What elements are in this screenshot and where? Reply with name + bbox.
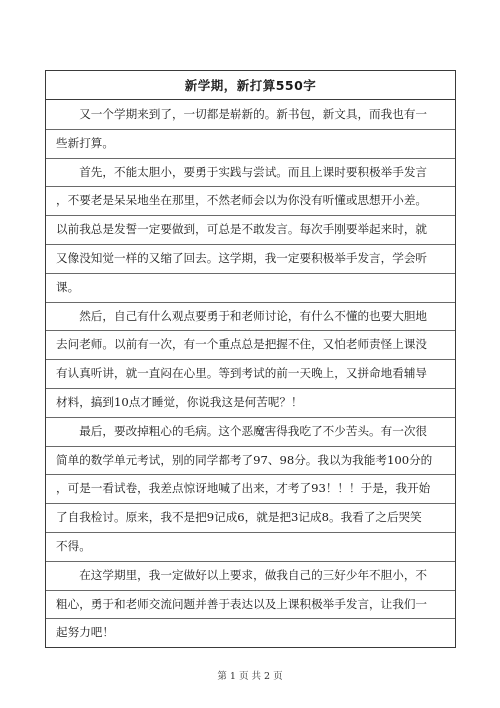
essay-line: 粗心，勇于和老师交流问题并善于表达以及上课积极举手发言，让我们一 — [56, 596, 428, 611]
essay-line: 课。 — [56, 279, 80, 294]
essay-line: ，可是一看试卷，我差点惊讶地喊了出来，才考了93！！！于是，我开始 — [56, 481, 431, 496]
rule-line — [46, 244, 455, 245]
rule-line — [46, 532, 455, 533]
essay-line: 然后，自己有什么观点要勇于和老师讨论，有什么不懂的也要大胆地 — [56, 308, 428, 323]
rule-line — [46, 618, 455, 619]
rule-line — [46, 215, 455, 216]
essay-line: 最后，要改掉粗心的毛病。这个恶魔害得我吃了不少苦头。有一次很 — [56, 423, 428, 438]
essay-line: 在这学期里，我一定做好以上要求，做我自己的三好少年不胆小，不 — [56, 567, 428, 582]
essay-line: 又像没知觉一样的又缩了回去。这学期，我一定要积极举手发言，学会听 — [56, 251, 428, 265]
rule-line — [46, 561, 455, 562]
essay-line: 了自我检讨。原来，我不是把9记成6，就是把3记成8。我看了之后哭笑 — [56, 510, 422, 525]
rule-line — [46, 388, 455, 389]
rule-line — [46, 129, 455, 130]
rule-line — [46, 590, 455, 591]
essay-table — [45, 70, 456, 648]
rule-line — [46, 302, 455, 303]
essay-line: 首先，不能太胆小，要勇于实践与尝试。而且上课时要积极举手发言 — [56, 164, 428, 179]
essay-line: 简单的数学单元考试，别的同学都考了97、98分。我以为我能考100分的 — [56, 452, 433, 467]
essay-line: 以前我总是发誓一定要做到，可总是不敢发言。每次手刚要举起来时，就 — [56, 222, 428, 237]
rule-line — [46, 158, 455, 159]
rule-line — [46, 446, 455, 447]
page-indicator: 第 1 页 共 2 页 — [217, 671, 283, 682]
rule-line — [46, 186, 455, 187]
rule-line — [46, 330, 455, 331]
essay-line: 起努力吧！ — [56, 625, 114, 640]
essay-line: 些新打算。 — [56, 135, 114, 150]
essay-title: 新学期，新打算550字 — [46, 71, 455, 100]
rule-line — [46, 417, 455, 418]
rule-line — [46, 503, 455, 504]
essay-line: 材料，搞到10点才睡觉，你说我这是何苦呢？！ — [56, 395, 303, 409]
rule-line — [46, 273, 455, 274]
rule-line — [46, 359, 455, 360]
essay-line: ，不要老是呆呆地坐在那里，不然老师会以为你没有听懂或思想开小差。 — [56, 193, 428, 208]
essay-body — [46, 100, 455, 648]
rule-line — [46, 474, 455, 475]
essay-line: 去问老师。以前有一次，有一个重点总是把握不住，又怕老师责怪上课没 — [56, 337, 428, 352]
essay-line: 有认真听讲，就一直闷在心里。等到考试的前一天晚上，又拼命地看辅导 — [56, 366, 428, 381]
essay-line: 不得。 — [56, 539, 91, 553]
essay-line: 又一个学期来到了，一切都是崭新的。新书包，新文具，而我也有一 — [56, 107, 428, 121]
